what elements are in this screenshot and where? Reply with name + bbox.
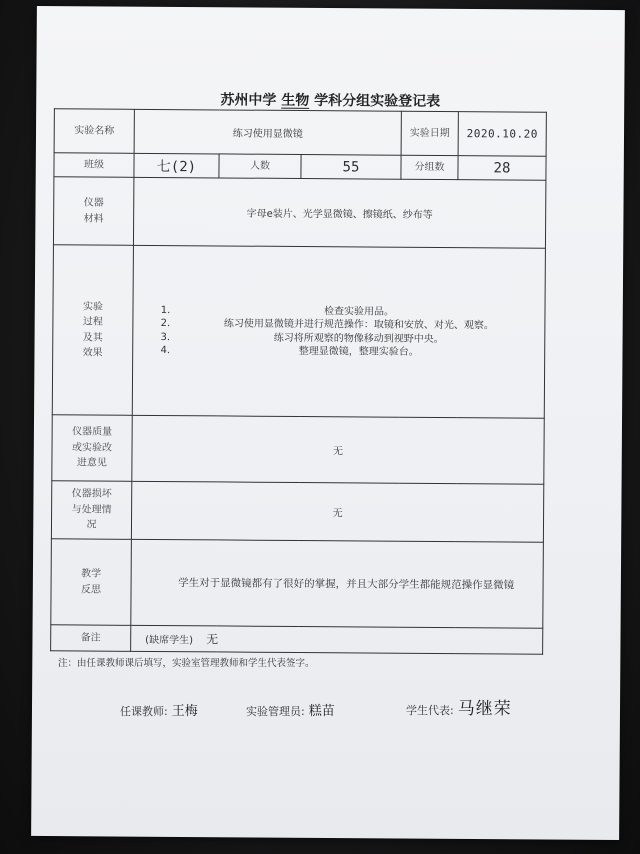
people-value: 55 <box>301 155 401 180</box>
reflection-label: 教学反思 <box>51 539 132 626</box>
student-label: 学生代表: <box>406 704 454 717</box>
manager-name: 糕苗 <box>308 704 335 719</box>
row-class-info <box>54 153 546 180</box>
groups-label: 分组数 <box>401 155 458 179</box>
quality-value: 无 <box>132 415 544 484</box>
experiment-name-label: 实验名称 <box>54 109 134 154</box>
reflection-value: 学生对于显微镜都有了很好的掌握，并且大部分学生都能规范操作显微镜 <box>131 539 544 628</box>
experiment-record-table <box>50 108 547 654</box>
process-step: 4. 整理显微镜，整理实验台。 <box>173 344 544 360</box>
date-value: 2020.10.20 <box>458 112 546 157</box>
absent-label: (缺席学生) <box>145 634 194 647</box>
class-value: 七(2) <box>134 153 219 178</box>
student-name: 马继荣 <box>457 699 512 719</box>
quality-label: 仪器质量或实验改进意见 <box>52 415 132 482</box>
form-footnote: 注：由任课教师课后填写，实验室管理教师和学生代表签字。 <box>58 658 315 669</box>
remarks-label: 备注 <box>51 625 131 652</box>
row-reflection <box>51 539 544 628</box>
title-suffix: 学科分组实验登记表 <box>314 92 441 110</box>
teacher-name: 王梅 <box>171 704 198 719</box>
student-signature <box>406 694 512 719</box>
damage-label: 仪器损坏与处理情况 <box>51 481 131 540</box>
process-label: 实验过程及其效果 <box>52 245 133 416</box>
process-step: 1. 检查实验用品。 <box>173 304 544 320</box>
people-label: 人数 <box>219 154 301 179</box>
process-steps <box>132 245 545 418</box>
experiment-name-value: 练习使用显微镜 <box>134 109 401 155</box>
process-steps-list <box>159 304 544 361</box>
school-name: 苏州中学 <box>220 92 277 109</box>
damage-value: 无 <box>131 481 543 542</box>
row-materials <box>53 177 545 248</box>
manager-signature <box>246 700 335 719</box>
teacher-label: 任课教师: <box>120 705 168 718</box>
row-remarks <box>51 625 543 654</box>
subject-name: 生物 <box>281 92 310 109</box>
date-label: 实验日期 <box>401 111 458 155</box>
absent-value: 无 <box>206 632 219 647</box>
remarks-cell <box>131 625 543 654</box>
row-process <box>52 245 545 418</box>
materials-label: 仪器材料 <box>53 177 133 246</box>
class-label: 班级 <box>54 153 134 178</box>
manager-label: 实验管理员: <box>246 705 305 718</box>
process-step: 2. 练习使用显微镜并进行规范操作：取镜和安放、对光、观察。 <box>173 317 544 333</box>
process-step: 3. 练习将所观察的物像移动到视野中央。 <box>173 331 544 347</box>
teacher-signature <box>120 700 198 719</box>
materials-value: 字母e装片、光学显微镜、擦镜纸、纱布等 <box>133 177 545 248</box>
row-quality <box>52 415 544 484</box>
row-experiment-name <box>54 109 546 156</box>
row-damage <box>51 481 543 542</box>
groups-value: 28 <box>458 156 546 181</box>
